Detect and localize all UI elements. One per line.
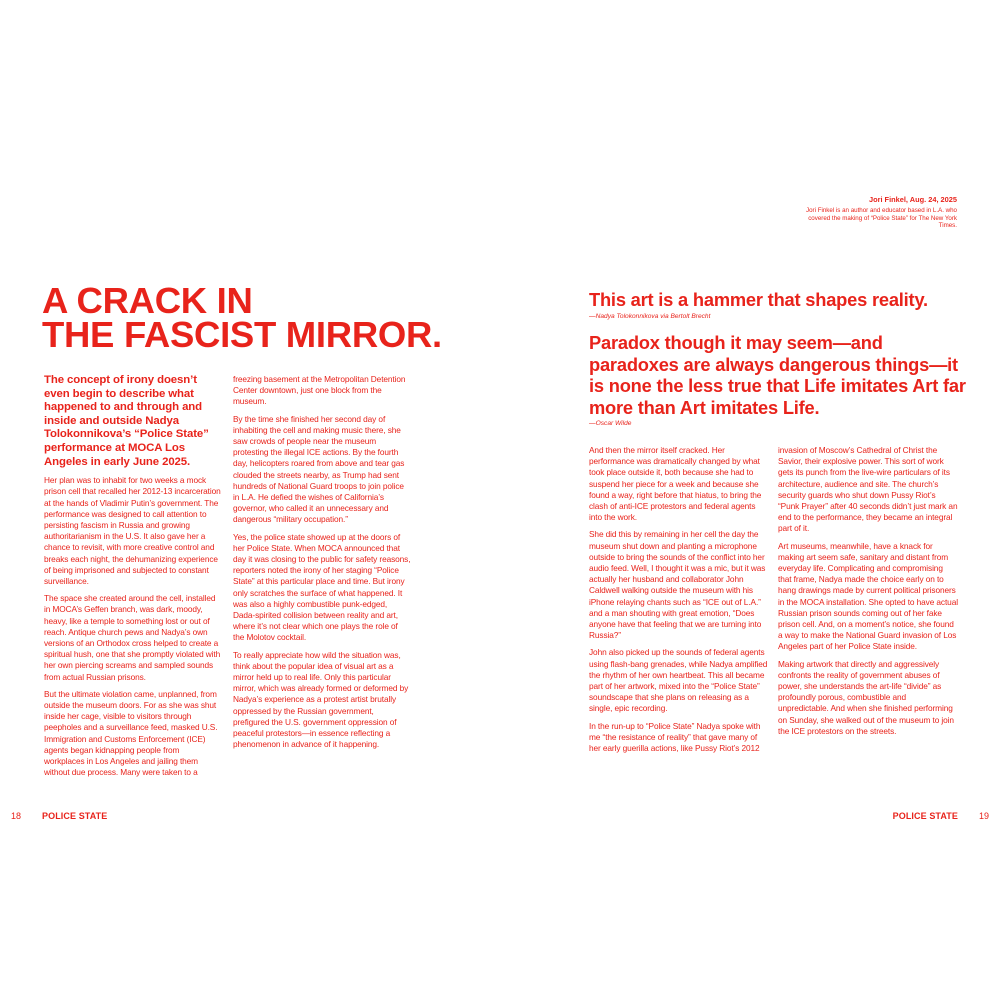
- left-column-2: [233, 374, 411, 757]
- byline-bio: Jori Finkel is an author and educator based in L.A. who covered the making of “Police State” for The New York Times.: [806, 207, 957, 230]
- paragraph: Art museums, meanwhile, have a knack for making art seem safe, sanitary and distant from everyday life. Complicating and compromising that frame, Nadya made the choice early on to hang drawings made by current political prisoners in the MOCA installation. She opted to have actual Russian prison sounds coming out of her fake prison cell. And, on a moment’s notice, she found a way to make the National Guard invasion of Los Angeles part of her Police State inside.: [778, 540, 958, 652]
- pull-quote-text: Paradox though it may seem—and paradoxes are always dangerous things—it is none the less true that Life imitates Art far more than Art imitates Life.: [589, 332, 966, 418]
- paragraph: Her plan was to inhabit for two weeks a mock prison cell that recalled her 2012-13 incarceration at the hands of Vladimir Putin’s government. The performance was designed to call attention to persisting fascism in Russia and growing authoritarianism in the U.S. It also gave her a chance to revisit, with more creative control and breaks each night, the dehumanizing experience of being imprisoned and subjected to constant surveillance.: [44, 475, 221, 586]
- running-title-left: POLICE STATE: [42, 811, 108, 821]
- paragraph: Making artwork that directly and aggressively confronts the reality of government abuses of power, she understands the art-life “divide” as profoundly porous, combustible and unpredictable. And when she finished performing on Sunday, she walked out of the museum to join the ICE protestors on the streets.: [778, 658, 954, 736]
- paragraph: freezing basement at the Metropolitan Detention Center downtown, just one block from the museum.: [233, 374, 406, 407]
- paragraph: John also picked up the sounds of federal agents using flash-bang grenades, while Nadya amplified the rhythm of her own heartbeat. This all became part of her artwork, mixed into the “Police State” soundscape that she plans on releasing as a single, epic recording.: [589, 647, 768, 714]
- paragraph: Yes, the police state showed up at the doors of her Police State. When MOCA announced that day it was closing to the public for safety reasons, reporters noted the irony of her staging “Police State” at this particular place and time. But irony only scratches the surface of what happened. It was also a highly combustible punk-edged, Dada-spirited collision between reality and art, where it’s not clear which one plays the role of the Molotov cocktail.: [233, 531, 411, 643]
- headline-line-2: THE FASCIST MIRROR.: [42, 314, 442, 355]
- paragraph: invasion of Moscow’s Cathedral of Christ the Savior, their explosive power. This sort of work gets its punch from the live-wire particulars of its architecture, audience and site. The church’s security guards who shut down Pussy Riot’s “Punk Prayer” after 40 seconds didn’t just mark an end to the performance, they became an integral part of it.: [778, 445, 958, 534]
- left-column-1: [44, 374, 222, 784]
- running-title-right: POLICE STATE: [892, 811, 958, 821]
- paragraph: The space she created around the cell, installed in MOCA’s Geffen branch, was dark, moody, heavy, like a temple to something lost or out of reach. Antique church pews and Nadya’s own versions of an Orthodox cross helped to create a spiritual hush, one that she promptly violated with her own piercing screams and sampled sounds from actual Russian prisons.: [44, 593, 221, 682]
- paragraph: She did this by remaining in her cell the day the museum shut down and planting a microphone outside to bring the sounds of the conflict into her audio feed. Well, I thought it was a mic, but it was actually her husband and collaborator John Caldwell walking outside the museum with his iPhone relaying chants such as “ICE out of L.A.” and a man shouting with great emotion, “Does anyone have that feeling that we are turning into Russia?”: [589, 529, 766, 641]
- pull-quote-wilde: [589, 332, 974, 428]
- paragraph: By the time she finished her second day of inhabiting the cell and making music there, she saw crowds of people near the museum protesting the illegal ICE actions. By the fourth day, helicopters roared from above and tear gas clouded the streets nearby, as Trump had sent hundreds of National Guard troops to join police in L.A. He defied the wishes of California’s governor, who called it an unnecessary and dangerous “military occupation.”: [233, 413, 405, 525]
- paragraph: In the run-up to “Police State” Nadya spoke with me “the resistance of reality” that gave many of her early guerilla actions, like Pussy Riot’s 2012: [589, 720, 761, 754]
- byline: [797, 195, 957, 230]
- pull-quote-brecht: [589, 289, 969, 321]
- paragraph: But the ultimate violation came, unplanned, from outside the museum doors. For as she was shut inside her cage, visible to visitors through peepholes and a surveillance feed, masked U.S. Immigration and Customs Enforcement (ICE) agents began kidnapping people from workplaces in Los Angeles and jailing them without due process. Many were taken to a: [44, 688, 218, 778]
- byline-name: Jori Finkel, Aug. 24, 2025: [868, 195, 957, 204]
- right-column-2: [778, 445, 958, 743]
- page-number-right: 19: [978, 811, 989, 821]
- deck: The concept of irony doesn’t even begin to describe what happened to and through and inside and outside Nadya Tolokonnikova’s “Police State” performance at MOCA Los Angeles in early June 2025.: [44, 374, 209, 468]
- pull-quote-attribution: —Oscar Wilde: [589, 420, 632, 428]
- pull-quote-attribution: —Nadya Tolokonnikova via Bertolt Brecht: [589, 313, 711, 320]
- pull-quote-text: This art is a hammer that shapes reality.: [589, 289, 928, 310]
- headline: [42, 280, 462, 355]
- page-number-left: 18: [11, 811, 22, 821]
- paragraph: And then the mirror itself cracked. Her performance was dramatically changed by what took place outside it, both because she had to suspend her piece for a week and because she found a way, right before that hiatus, to bring the clash of anti-ICE protestors and federal agents into the work.: [589, 445, 762, 523]
- headline-line-1: A CRACK IN: [42, 280, 253, 321]
- paragraph: To really appreciate how wild the situation was, think about the popular idea of visual art as a mirror held up to real life. Only this particular mirror, which was already formed or deformed by Nadya’s experience as a protest artist brutally oppressed by the Russian government, prefigured the U.S. government oppression of peaceful protestors—in essence reflecting a phenomenon in advance of it happening.: [233, 649, 409, 750]
- right-column-1: [589, 445, 769, 760]
